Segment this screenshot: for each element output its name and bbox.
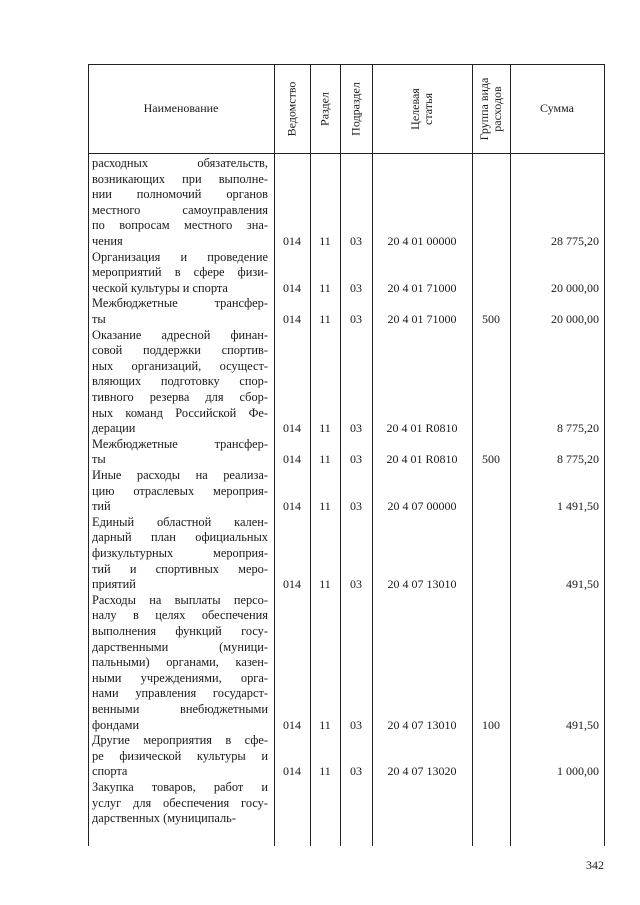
row-summa: 28 775,20 [551,234,599,248]
row-podrazdel: 03 [350,234,362,248]
row-name-line: цию отраслевых мероприя- [92,483,268,498]
row-name-line: тивного резерва для сбор- [92,389,268,404]
row-podrazdel: 03 [350,577,362,592]
table-row [88,468,605,515]
row-name [92,156,268,250]
row-podrazdel: 03 [350,764,362,779]
row-celevaya-statya: 20 4 01 71000 [387,311,457,326]
header-divider [88,153,605,154]
header-summa-label: Сумма [540,101,574,115]
row-summa: 491,50 [566,577,599,592]
row-name-line: возникающих при выполне- [92,171,268,186]
row-name-line: дерации [92,421,136,436]
row-name-line: физкультурных мероприя- [92,545,268,560]
row-name-line: Расходы на выплаты персо- [92,592,268,607]
header-celevaya-line1: Целевая [408,87,422,130]
header-name [88,64,274,153]
row-celevaya-statya: 20 4 07 13020 [387,764,457,779]
row-celevaya-statya: 20 4 07 13010 [387,577,457,592]
row-vedomstvo: 014 [283,234,301,248]
row-name-line: тий и спортивных меро- [92,561,268,576]
row-celevaya-statya: 20 4 01 R0810 [386,452,458,467]
table-row [88,780,605,827]
row-name-line: пальными) органами, казен- [92,655,268,670]
table-row [88,593,605,733]
row-name-line: вляющих подготовку спор- [92,374,268,389]
row-name-line: Иные расходы на реализа- [92,468,268,482]
table-row [88,515,605,593]
row-name-line: фондами [92,717,140,732]
row-name [92,733,268,780]
row-name-line: Организация и проведение [92,249,268,264]
row-name-line: Межбюджетные трансфер- [92,436,268,451]
row-name [92,468,268,515]
header-gruppa-label [478,77,504,140]
row-summa: 1 491,50 [557,499,599,514]
row-name-line: Другие мероприятия в сфе- [92,733,268,748]
row-summa: 20 000,00 [551,280,599,295]
row-name-line: ты [92,452,106,467]
row-celevaya-statya: 20 4 01 00000 [387,234,457,248]
row-razdel: 11 [319,311,331,326]
row-vedomstvo: 014 [283,717,301,732]
row-name-line: ре физической культуры и [92,748,268,763]
header-celevaya [372,64,472,153]
header-razdel-label: Раздел [317,91,332,126]
row-name-line: совой поддержки спортив- [92,343,268,358]
row-name-line: налу в целях обеспечения [92,608,268,623]
row-podrazdel: 03 [350,717,362,732]
row-celevaya-statya: 20 4 01 R0810 [386,421,458,436]
row-name-line: мероприятий в сфере физи- [92,265,268,280]
row-name-line: нии полномочий органов [92,187,268,202]
row-razdel: 11 [319,764,331,779]
row-name-line: ты [92,311,106,326]
header-razdel [310,64,340,153]
row-summa: 8 775,20 [557,421,599,436]
row-vedomstvo: 014 [283,499,301,514]
row-name [92,780,268,827]
row-vedomstvo: 014 [283,421,301,436]
row-razdel: 11 [319,717,331,732]
row-celevaya-statya: 20 4 07 00000 [387,499,457,514]
row-name-line: ных организаций, осущест- [92,358,268,373]
row-razdel: 11 [319,234,331,248]
row-vedomstvo: 014 [283,452,301,467]
table-row [88,156,605,250]
row-summa: 20 000,00 [551,311,599,326]
header-podrazdel [340,64,372,153]
row-name-line: чения [92,233,123,248]
table-row [88,250,605,297]
row-vedomstvo: 014 [283,577,301,592]
page-number: 342 [586,858,604,872]
row-podrazdel: 03 [350,452,362,467]
row-name-line: по вопросам местного зна- [92,218,268,233]
row-name [92,328,268,437]
row-name [92,250,268,297]
row-name-line: ными учреждениями, орга- [92,670,268,685]
row-razdel: 11 [319,499,331,514]
row-razdel: 11 [319,280,331,295]
row-gruppa: 500 [482,452,500,467]
row-vedomstvo: 014 [283,311,301,326]
header-gruppa-line2: расходов [490,85,504,132]
header-gruppa-line1: Группа вида [477,77,491,140]
row-name-line: дарственными (муници- [92,639,268,654]
header-name-label: Наименование [143,101,219,115]
header-summa [510,64,604,153]
row-name-line: Закупка товаров, работ и [92,780,268,794]
row-name-line: дарный план официальных [92,530,268,545]
row-name-line: Единый областной кален- [92,514,268,529]
row-podrazdel: 03 [350,280,362,295]
row-vedomstvo: 014 [283,280,301,295]
row-name-line: ных команд Российской Фе- [92,405,268,420]
row-name-line: ческой культуры и спорта [92,280,228,295]
row-name [92,296,268,327]
row-name [92,437,268,468]
row-name-line: спорта [92,764,128,779]
row-name-line: услуг для обеспечения госу- [92,795,268,810]
row-name-line: венными внебюджетными [92,701,268,716]
row-gruppa: 100 [482,717,500,732]
row-name [92,593,268,733]
row-summa: 491,50 [566,717,599,732]
row-podrazdel: 03 [350,311,362,326]
row-razdel: 11 [319,452,331,467]
row-summa: 1 000,00 [557,764,599,779]
header-celevaya-line2: статья [421,92,435,125]
row-name-line: расходных обязательств, [92,156,268,170]
row-summa: 8 775,20 [557,452,599,467]
row-podrazdel: 03 [350,499,362,514]
row-podrazdel: 03 [350,421,362,436]
row-name [92,515,268,593]
row-name-line: выполнения функций госу- [92,623,268,638]
row-name-line: дарственных (муниципаль- [92,811,236,826]
header-gruppa [472,64,510,153]
row-name-line: тий [92,499,111,514]
row-razdel: 11 [319,421,331,436]
table-row [88,437,605,468]
header-celevaya-label [409,88,435,130]
row-celevaya-statya: 20 4 01 71000 [387,280,457,295]
row-name-line: приятий [92,577,136,592]
row-name-line: Оказание адресной финан- [92,327,268,342]
table-row [88,328,605,437]
row-name-line: нами управления государст- [92,686,268,701]
row-gruppa: 500 [482,311,500,326]
header-vedomstvo-label: Ведомство [284,81,299,136]
row-razdel: 11 [319,577,331,592]
row-celevaya-statya: 20 4 07 13010 [387,717,457,732]
row-name-line: местного самоуправления [92,202,268,217]
header-podrazdel-label: Подраздел [348,81,363,136]
row-name-line: Межбюджетные трансфер- [92,296,268,311]
budget-table [88,64,605,846]
row-vedomstvo: 014 [283,764,301,779]
header-vedomstvo [274,64,310,153]
table-row [88,296,605,327]
table-row [88,733,605,780]
